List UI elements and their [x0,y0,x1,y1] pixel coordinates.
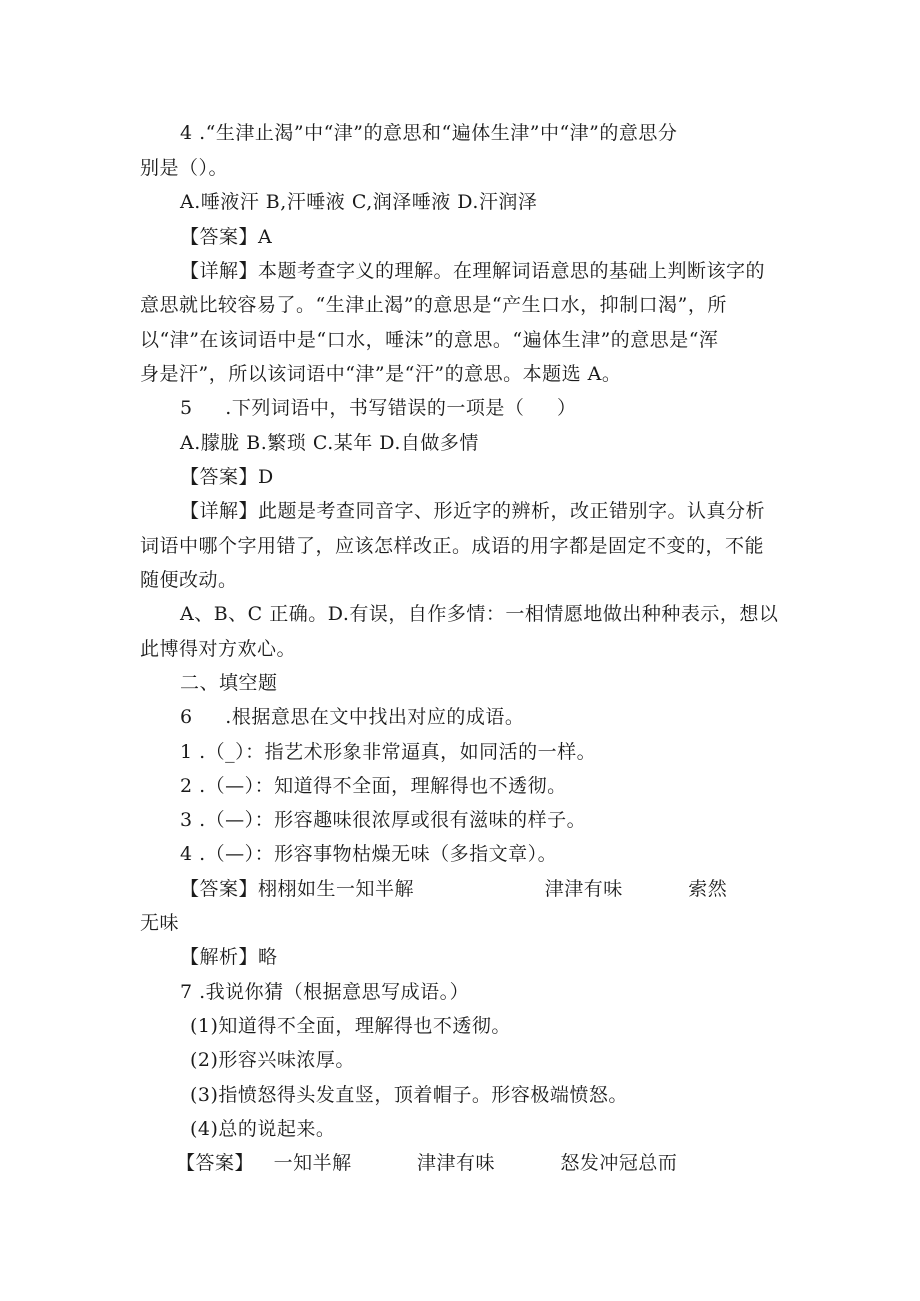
question-6-item-4: 4 .（—）：形容事物枯燥无味（多指文章）。 [180,843,558,865]
question-7-item-3: (3)指愤怒得头发直竖，顶着帽子。形容极端愤怒。 [190,1084,628,1106]
question-4-answer: 【答案】A [180,226,273,248]
question-6-item-2: 2 .（—）：知道得不全面，理解得也不透彻。 [180,775,567,797]
question-4-stem-cont: 别是（）。 [140,157,229,179]
question-4-explanation-cont: 意思就比较容易了。“生津止渴”的意思是“产生口水，抑制口渴”，所 [140,294,727,316]
question-5-explanation-cont: 随便改动。 [140,569,238,591]
question-6-answer: 【答案】栩栩如生一知半解 津津有味 索然 [180,878,728,900]
question-7-item-4: (4)总的说起来。 [190,1118,336,1140]
question-5-explanation-cont: 词语中哪个字用错了，应该怎样改正。成语的用字都是固定不变的，不能 [140,535,765,557]
question-5-explanation-detail: A、B、C 正确。D.有误，自作多情：一相情愿地做出种种表示，想以 [180,603,779,625]
question-4-options: A.唾液汗 B,汗唾液 C,润泽唾液 D.汗润泽 [180,191,538,213]
question-5-explanation: 【详解】此题是考查同音字、形近字的辨析，改正错别字。认真分析 [180,500,766,522]
question-7-item-2: (2)形容兴味浓厚。 [190,1049,355,1071]
question-4-explanation-cont: 身是汗”，所以该词语中“津”是“汗”的意思。本题选 A。 [140,363,622,385]
question-5-explanation-detail-cont: 此博得对方欢心。 [140,638,297,660]
question-6-item-1: 1 .（_）：指艺术形象非常逼真，如同活的一样。 [180,741,597,763]
question-6-answer-cont: 无味 [140,912,180,934]
question-7-item-1: (1)知道得不全面，理解得也不透彻。 [190,1015,511,1037]
question-6-analysis: 【解析】略 [180,946,278,968]
question-4-explanation-cont: 以“津”在该词语中是“口水，唾沫”的意思。“遍体生津”的意思是“浑 [140,329,719,351]
question-6-stem: 6 .根据意思在文中找出对应的成语。 [180,706,525,728]
question-7-stem: 7 .我说你猜（根据意思写成语。） [180,981,470,1003]
question-4-stem: 4 .“生津止渴”中“津”的意思和“遍体生津”中“津”的意思分 [180,122,678,144]
question-5-options: A.朦胧 B.繁琐 C.某年 D.自做多情 [180,432,479,454]
question-5-stem: 5 .下列词语中，书写错误的一项是（ ） [180,397,577,419]
question-4-explanation: 【详解】本题考查字义的理解。在理解词语意思的基础上判断该字的 [180,260,766,282]
section-heading-fill-in: 二、填空题 [180,672,278,694]
question-6-item-3: 3 .（—）：形容趣味很浓厚或很有滋味的样子。 [180,809,587,831]
question-7-answer: 【答案】 一知半解 津津有味 怒发冲冠总而 [176,1152,678,1174]
question-5-answer: 【答案】D [180,466,274,488]
